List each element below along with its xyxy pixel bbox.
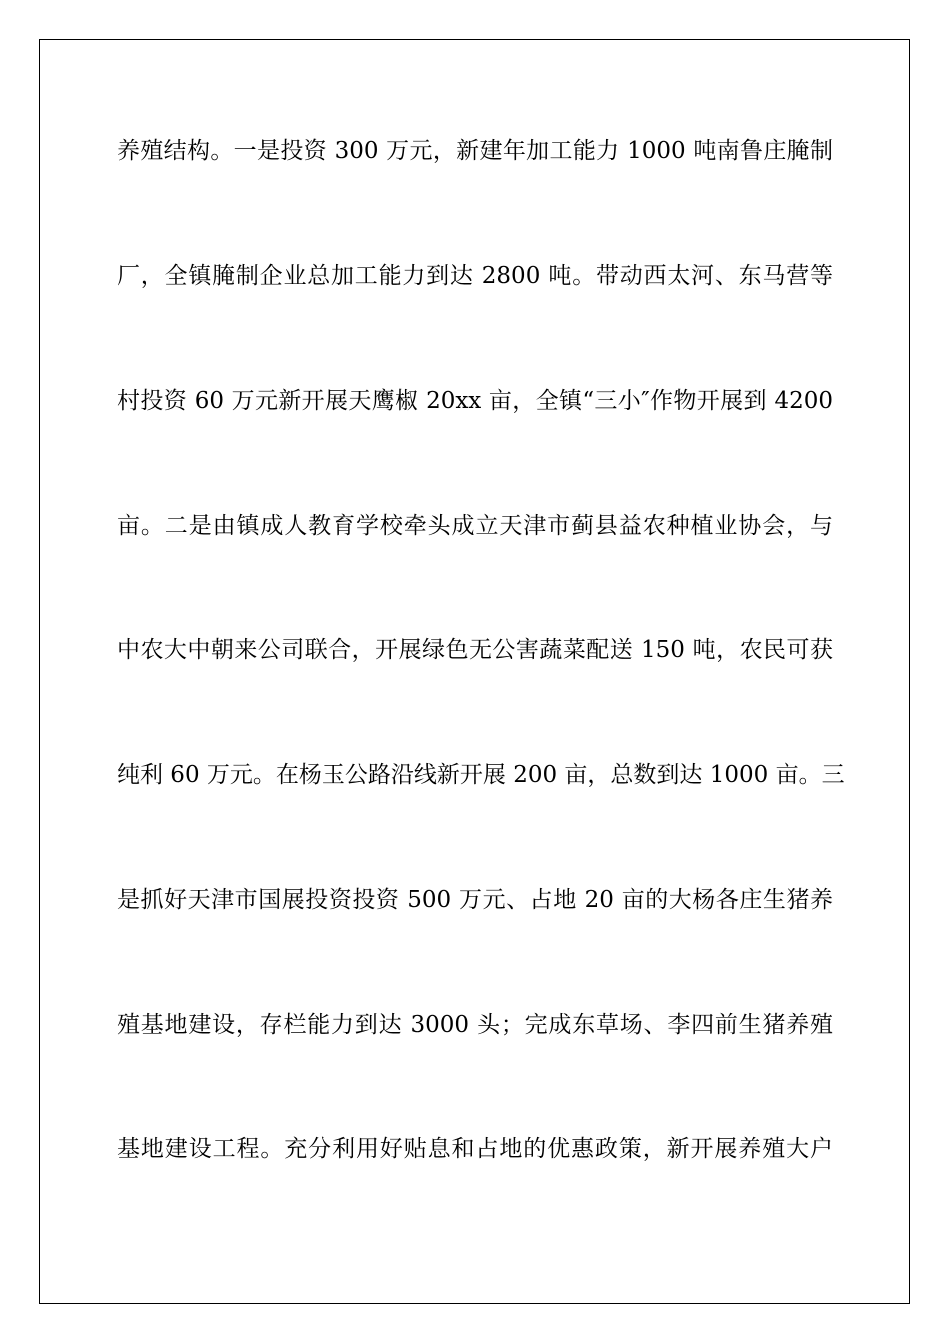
body-text-line-6: 纯利 60 万元。在杨玉公路沿线新开展 200 亩，总数到达 1000 亩。三 <box>117 762 845 788</box>
body-text-line-8: 殖基地建设，存栏能力到达 3000 头；完成东草场、李四前生猪养殖 <box>117 1012 833 1038</box>
body-text-line-9: 基地建设工程。充分利用好贴息和占地的优惠政策，新开展养殖大户 <box>117 1136 833 1162</box>
body-text-line-2: 厂，全镇腌制企业总加工能力到达 2800 吨。带动西太河、东马营等 <box>117 263 833 289</box>
body-text-line-3: 村投资 60 万元新开展天鹰椒 20xx 亩，全镇“三小″作物开展到 4200 <box>117 388 833 414</box>
body-text-line-1: 养殖结构。一是投资 300 万元，新建年加工能力 1000 吨南鲁庄腌制 <box>117 138 833 164</box>
body-text-line-7: 是抓好天津市国展投资投资 500 万元、占地 20 亩的大杨各庄生猪养 <box>117 887 833 913</box>
body-text-line-4: 亩。二是由镇成人教育学校牵头成立天津市蓟县益农种植业协会，与 <box>117 513 833 539</box>
body-text-line-5: 中农大中朝来公司联合，开展绿色无公害蔬菜配送 150 吨，农民可获 <box>117 637 833 663</box>
page-border <box>39 39 910 1304</box>
